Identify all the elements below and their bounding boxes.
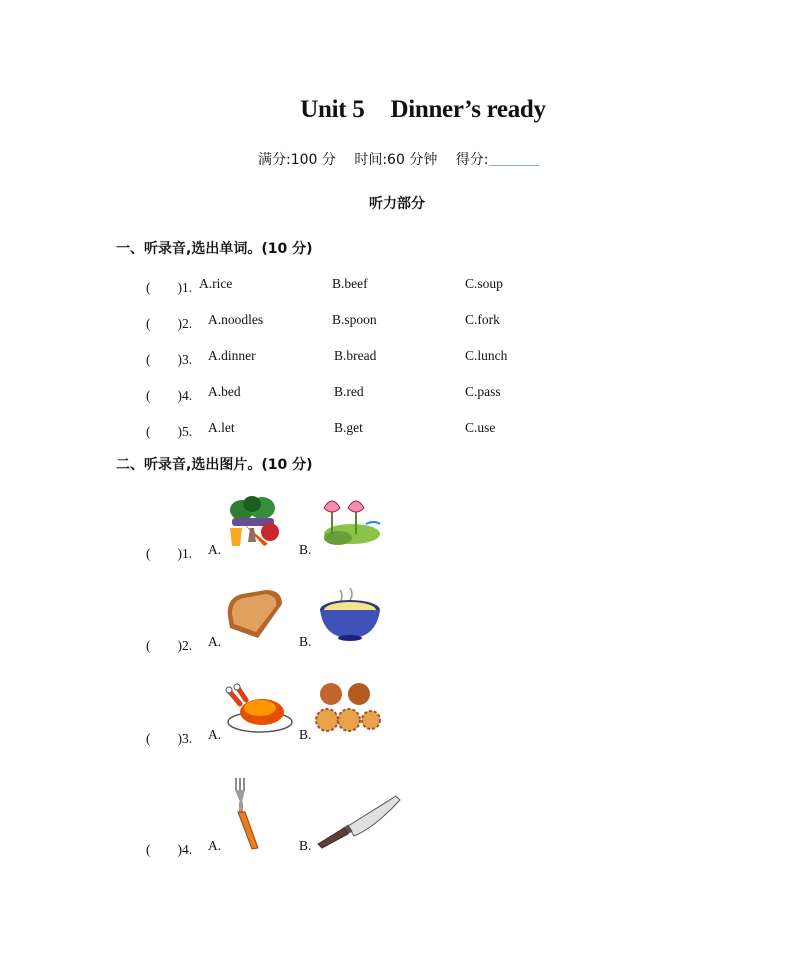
lotus-picture[interactable]: [318, 494, 382, 548]
option-b-label: B.: [299, 542, 312, 557]
full-score: 满分:100 分: [258, 152, 336, 168]
option-a: A.let: [208, 420, 235, 435]
title-name: Dinner’s ready: [390, 96, 546, 123]
title-unit: Unit 5: [300, 96, 365, 123]
score-info: [258, 149, 539, 169]
option-b: B.red: [334, 384, 364, 399]
option-a-label: A.: [208, 542, 222, 557]
listening-part-heading: 听力部分: [369, 196, 425, 212]
option-b: B.beef: [332, 276, 368, 291]
option-b: B.get: [334, 420, 363, 435]
option-c: C.fork: [465, 312, 500, 327]
question-number[interactable]: ( )3.: [146, 352, 193, 367]
option-a-label: A.: [208, 634, 222, 649]
score-blank[interactable]: [489, 151, 539, 166]
score-label: 得分:: [455, 152, 489, 168]
soup-bowl-picture[interactable]: [318, 586, 382, 642]
fork-picture[interactable]: [228, 774, 260, 850]
section2-heading: 二、听录音,选出图片。(10 分): [116, 457, 313, 473]
question-number[interactable]: ( )3.: [146, 731, 193, 746]
question-number[interactable]: ( )5.: [146, 424, 193, 439]
question-number[interactable]: ( )1.: [146, 546, 193, 561]
cookies-picture[interactable]: [315, 682, 381, 734]
option-b-label: B.: [299, 634, 312, 649]
page-title: [0, 96, 794, 124]
option-c: C.pass: [465, 384, 501, 399]
section1-heading: 一、听录音,选出单词。(10 分): [116, 241, 313, 257]
question-number[interactable]: ( )4.: [146, 388, 193, 403]
question-number[interactable]: ( )2.: [146, 638, 193, 653]
roast-chicken-picture[interactable]: [224, 682, 294, 734]
option-a: A.dinner: [208, 348, 256, 363]
knife-picture[interactable]: [314, 792, 402, 850]
option-a: A.noodles: [208, 312, 264, 327]
option-c: C.use: [465, 420, 496, 435]
option-b-label: B.: [299, 727, 312, 742]
option-b: B.bread: [334, 348, 377, 363]
question-number[interactable]: ( )2.: [146, 316, 193, 331]
question-number[interactable]: ( )4.: [146, 842, 193, 857]
option-a-label: A.: [208, 727, 222, 742]
vegetables-picture[interactable]: [224, 494, 282, 550]
time-limit: 时间:60 分钟: [354, 152, 438, 168]
option-c: C.soup: [465, 276, 503, 291]
question-number[interactable]: ( )1.: [146, 280, 193, 295]
option-c: C.lunch: [465, 348, 508, 363]
option-a: A.bed: [208, 384, 241, 399]
option-a: A.rice: [199, 276, 233, 291]
option-b-label: B.: [299, 838, 312, 853]
option-a-label: A.: [208, 838, 222, 853]
option-b: B.spoon: [332, 312, 377, 327]
bread-picture[interactable]: [224, 586, 286, 642]
